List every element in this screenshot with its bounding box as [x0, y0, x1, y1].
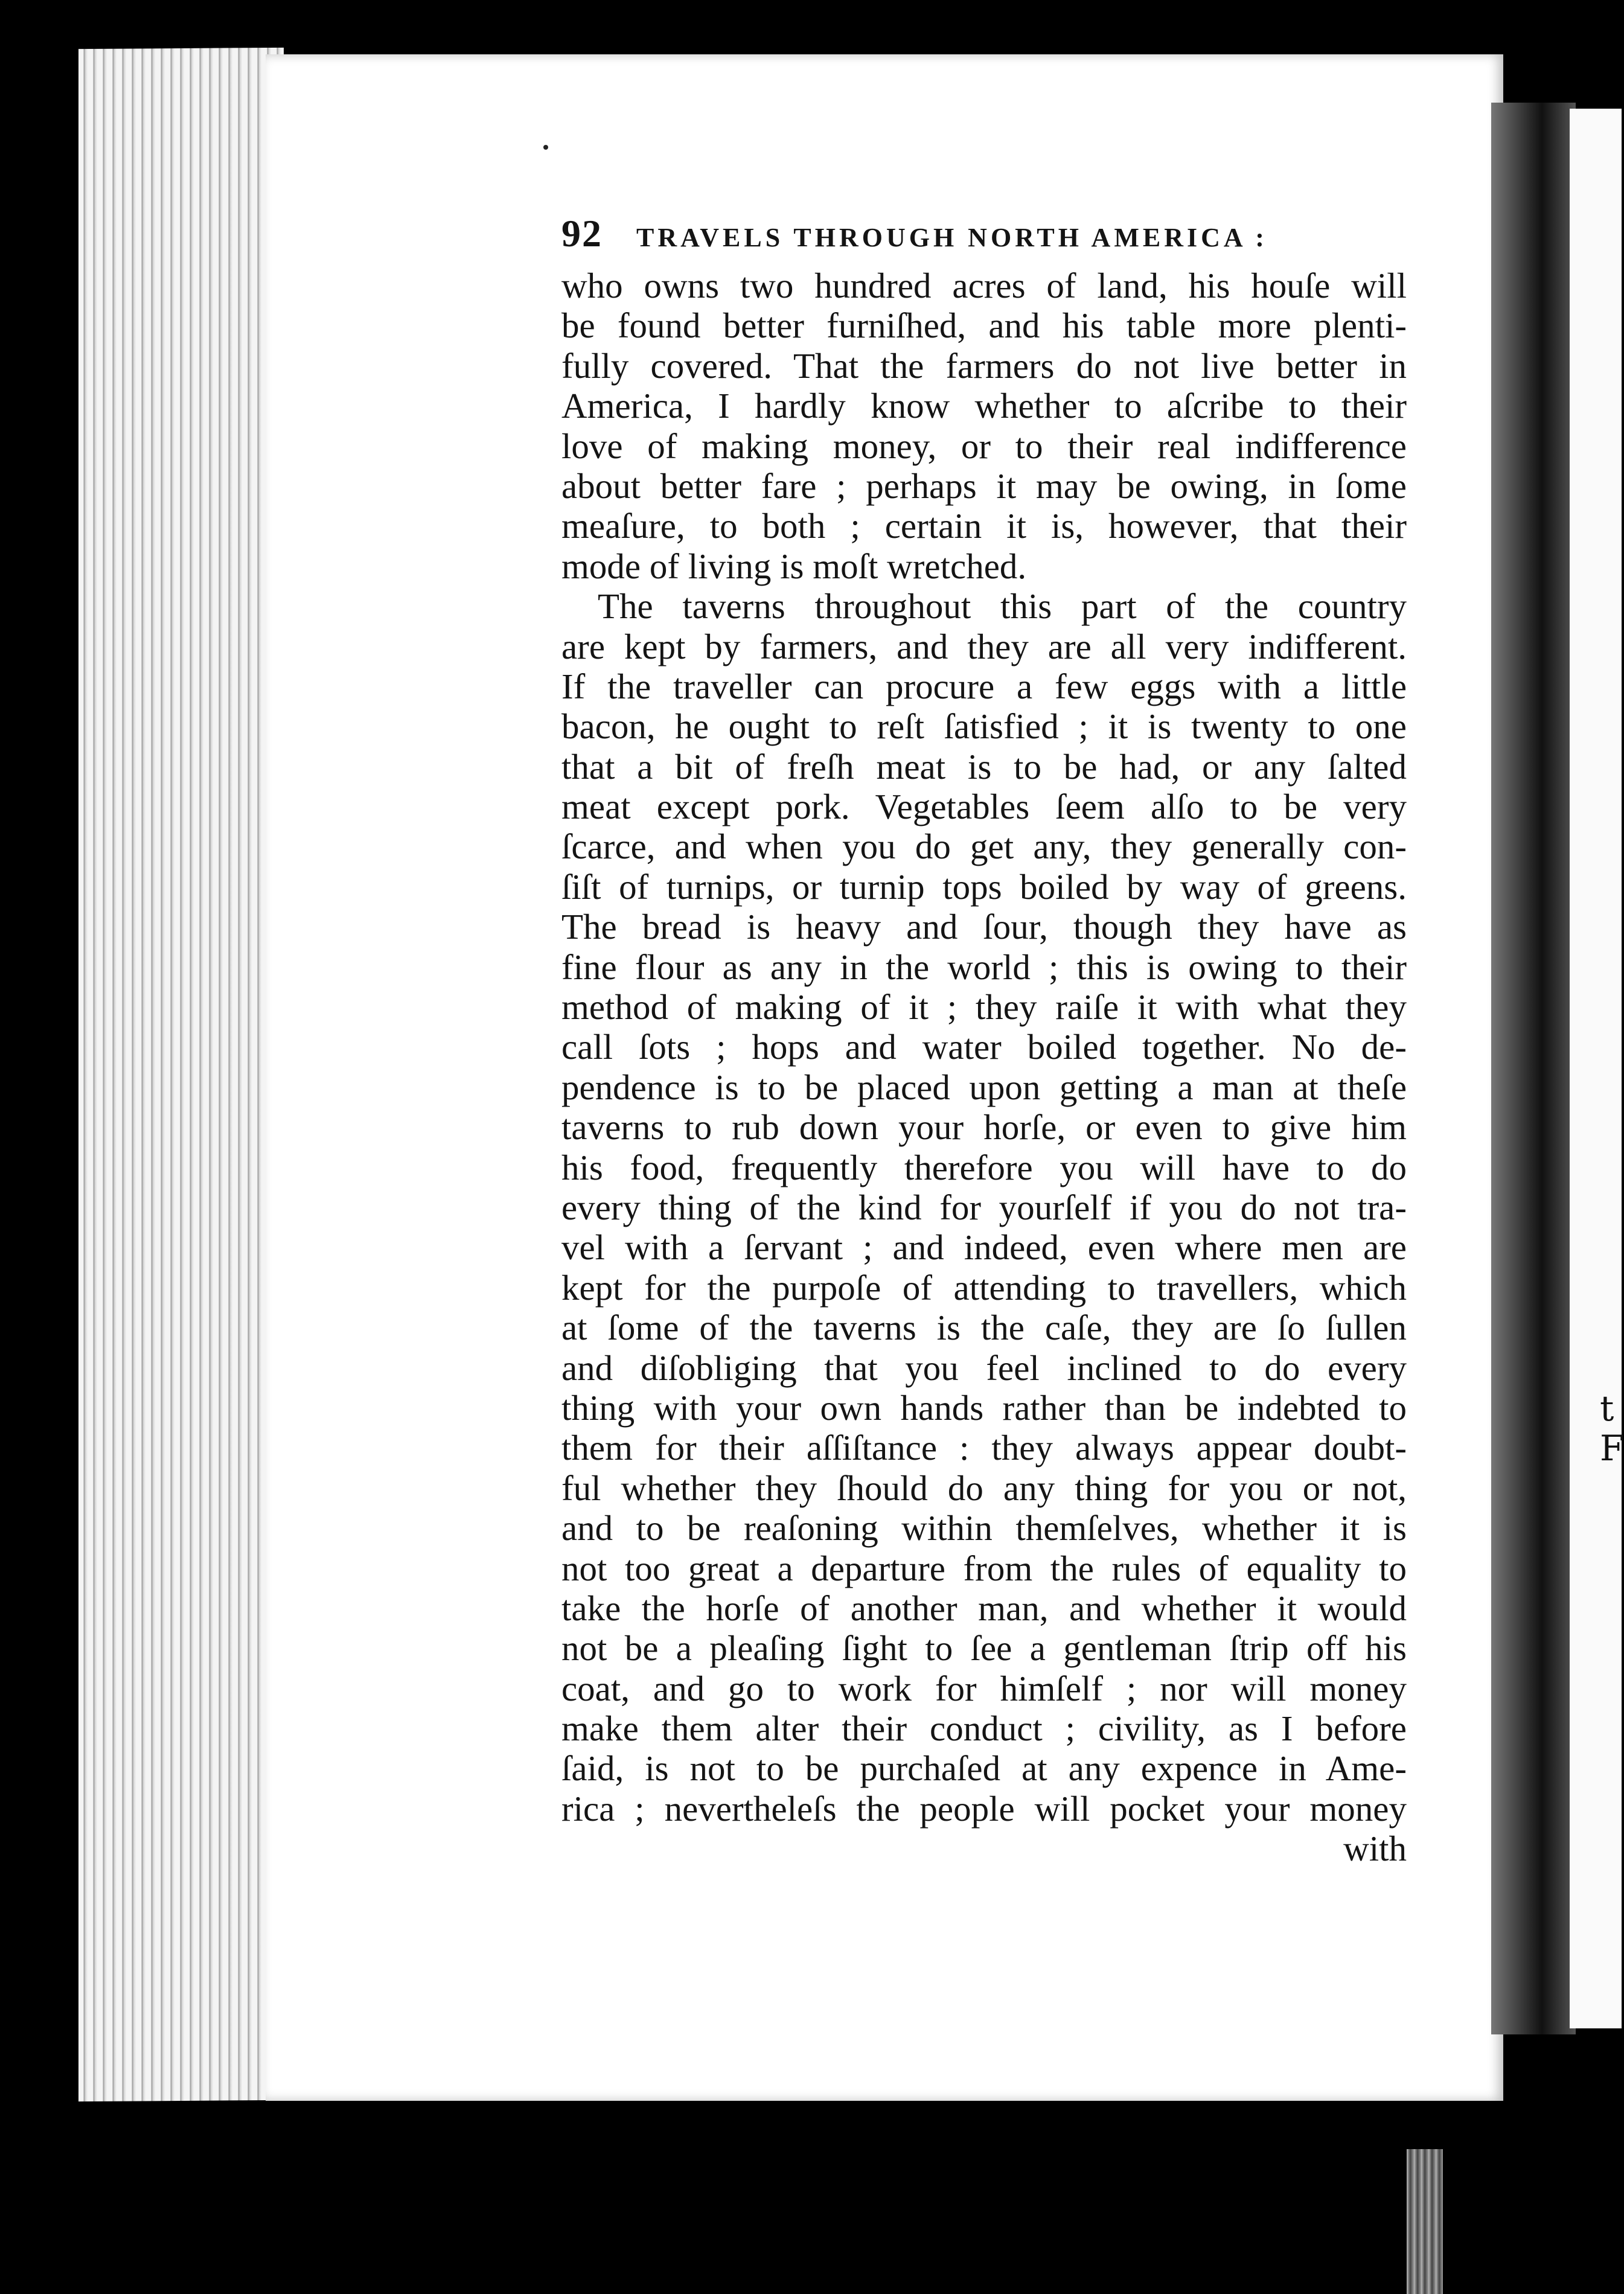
- text-line: who owns two hundred acres of land, his houſe will: [561, 266, 1407, 305]
- text-line: not be a pleaſing ſight to ſee a gentleman ſtrip off his: [561, 1628, 1407, 1669]
- text-line: method of making of it ; they raiſe it with what they: [561, 987, 1407, 1027]
- facing-page: [1570, 109, 1622, 2028]
- text-line: thing with your own hands rather than be indebted to: [561, 1387, 1407, 1428]
- text-line: at ſome of the taverns is the caſe, they are ſo ſullen: [561, 1308, 1407, 1348]
- text-line: be found better furniſhed, and his table more plenti-: [561, 305, 1407, 346]
- text-line: and to be reaſoning within themſelves, whether it is: [561, 1508, 1407, 1548]
- text-line: ſaid, is not to be purchaſed at any expence in Ame-: [561, 1748, 1407, 1789]
- text-line: rica ; nevertheleſs the people will pocket your money: [561, 1788, 1407, 1829]
- text-line: that a bit of freſh meat is to be had, or any ſalted: [561, 746, 1407, 787]
- facing-page-edge-text: [1600, 1388, 1622, 1468]
- text-line: The bread is heavy and ſour, though they have as: [561, 907, 1407, 947]
- text-line: coat, and go to work for himſelf ; nor will money: [561, 1668, 1407, 1708]
- text-line: call ſots ; hops and water boiled together. No de-: [561, 1027, 1407, 1067]
- text-line: meat except pork. Vegetables ſeem alſo to be very: [561, 787, 1407, 827]
- text-line: make them alter their conduct ; civility, as I before: [561, 1708, 1407, 1749]
- page-tab: [1407, 2149, 1443, 2294]
- text-line: ſiſt of turnips, or turnip tops boiled by way of greens.: [561, 866, 1407, 907]
- text-line: and diſobliging that you feel inclined to do every: [561, 1347, 1407, 1388]
- catchword: with: [1343, 1829, 1407, 1869]
- facing-letter: t: [1600, 1388, 1614, 1429]
- text-line: vel with a ſervant ; and indeed, even where men are: [561, 1227, 1407, 1268]
- text-line: about better fare ; perhaps it may be owing, in ſome: [561, 465, 1407, 506]
- text-line: are kept by farmers, and they are all very indifferent.: [561, 626, 1407, 666]
- text-line: America, I hardly know whether to aſcribe to their: [561, 386, 1407, 426]
- facing-letter: F: [1600, 1428, 1624, 1469]
- text-line: every thing of the kind for yourſelf if you do not tra-: [561, 1187, 1407, 1227]
- running-head-title: TRAVELS THROUGH NORTH AMERICA :: [636, 223, 1268, 252]
- text-line: taverns to rub down your horſe, or even to give him: [561, 1107, 1407, 1148]
- text-line: meaſure, to both ; certain it is, however, that their: [561, 506, 1407, 546]
- text-line: bacon, he ought to reſt ſatisfied ; it is twenty to one: [561, 706, 1407, 747]
- text-line: his food, frequently therefore you will have to do: [561, 1147, 1407, 1187]
- binding-gutter: [1491, 103, 1576, 2034]
- text-line: If the traveller can procure a few eggs with a little: [561, 666, 1407, 706]
- text-line: mode of living is moſt wretched.: [561, 546, 1027, 586]
- text-line: fine flour as any in the world ; this is owing to their: [561, 947, 1407, 987]
- text-line: fully covered. That the farmers do not live better in: [561, 345, 1407, 386]
- page-number: 92: [561, 212, 603, 255]
- page-edges: [78, 48, 284, 2101]
- text-line: not too great a departure from the rules of equality to: [561, 1548, 1407, 1588]
- text-line: pendence is to be placed upon getting a man at theſe: [561, 1067, 1407, 1107]
- text-line: love of making money, or to their real indifference: [561, 426, 1407, 466]
- running-head: [561, 211, 1407, 260]
- ink-speck: [543, 145, 548, 150]
- text-line: kept for the purpoſe of attending to travellers, which: [561, 1267, 1407, 1308]
- text-line: them for their aſſiſtance : they always appear doubt-: [561, 1428, 1407, 1468]
- text-line: The taverns throughout this part of the country: [598, 586, 1407, 627]
- text-block: [561, 211, 1407, 1869]
- text-line: ſcarce, and when you do get any, they generally con-: [561, 826, 1407, 867]
- text-line: ful whether they ſhould do any thing for you or not,: [561, 1468, 1407, 1508]
- text-line: take the horſe of another man, and whether it would: [561, 1588, 1407, 1628]
